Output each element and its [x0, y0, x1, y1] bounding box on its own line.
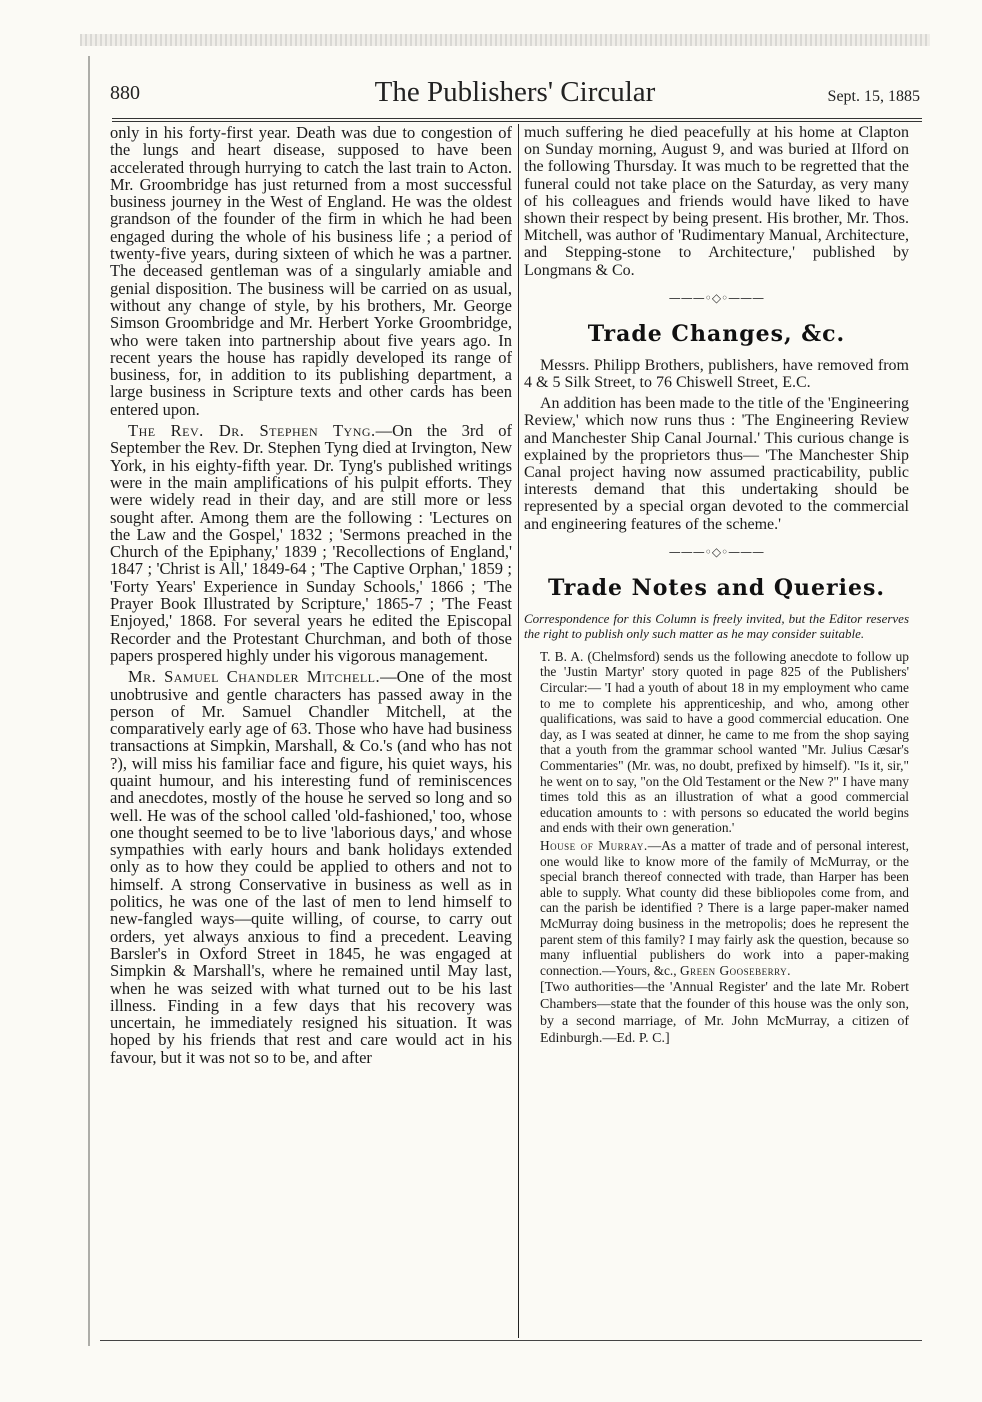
- section-ornament: ———◦◇◦———: [668, 290, 765, 305]
- tyng-text: —On the 3rd of September the Rev. Dr. Stephen Tyng died at Irvington, New York, in his eighty-fifth year. Dr. Tyng's published writings were in the main amplifications of his pulpit efforts. They were widely read in their day, and are still more or less sought after. Among them are the following : 'Lectures on the Law and the Gospel,' 1832 ; 'Sermons preached in the Church of the Epiphany,' 1839 ; 'Recollections of England,' 1847 ; 'Christ is All,' 1849-64 ; 'The Captive Orphan,' 1859 ; 'Forty Years' Experience in Sunday Schools,' 1866 ; 'The Prayer Book Illustrated by Scripture,' 1865-7 ; 'The Feast Enjoyed,' 1868. For several years he edited the Episcopal Recorder and the Protestant Churchman, and both of those papers prospered highly under his vigorous management.: [110, 421, 512, 665]
- correspondence-notice: Correspondence for this Column is freely invited, but the Editor reserves the right to publish only such matter as he may consider suitable.: [524, 610, 909, 641]
- right-column: [524, 124, 909, 1050]
- mitchell-heading: Mr. Samuel Chandler Mitchell.: [128, 667, 381, 687]
- query-text: —As a matter of trade and of personal interest, one would like to know more of the family of McMurray, or the special branch thereof connected with trade, than Harper has been able to supply. What county did these bibliopoles come from, and can the parish be identified ? There is a large paper-maker named McMurray doing business in the metropolis; does he represent the parent stem of this family? I may fairly ask the question, because so many influential publishers do work into a paper-making connection.—Yours, &c.,: [540, 837, 909, 978]
- tyng-obituary: [110, 422, 512, 664]
- left-column: [110, 124, 512, 1068]
- mitchell-obituary: [110, 668, 512, 1066]
- trade-change-item: Messrs. Philipp Brothers, publishers, have removed from 4 & 5 Silk Street, to 76 Chiswell Street, E.C.: [524, 356, 909, 392]
- column-divider: [518, 124, 519, 1338]
- editor-note: [Two authorities—the 'Annual Register' and the late Mr. Robert Chambers—state that the founder of this house was the only son, by a second marriage, of Mr. John McMurray, a citizen of Edinburgh.—Ed. P. C.]: [540, 980, 909, 1046]
- query-item: T. B. A. (Chelmsford) sends us the following anecdote to follow up the 'Justin Martyr' story quoted in page 825 of the Publishers' Circular:— 'I had a youth of about 18 in my employment who came to me to complete his apprenticeship, and who, among other qualifications, was said to have a good commercial education. One day, as I was seated at dinner, he came to me from the shop saying that a youth from the grammar school wanted "Mr. Julius Cæsar's Commentaries" (Mr. was, no doubt, prefixed by himself). "Is it, sir," he went on to say, "on the Old Testament or the New ?" I have many times told this as an illustration of what a good commercial education amounts to : with persons so educated the world begins and ends with their own generation.': [540, 648, 909, 836]
- section-ornament: ———◦◇◦———: [668, 544, 765, 559]
- binding-edge: [88, 56, 90, 1346]
- query-heading: House of Murray.: [540, 837, 648, 853]
- query-item: [524, 838, 909, 978]
- scan-edge-band: [80, 34, 930, 46]
- groombridge-obituary-end: only in his forty-first year. Death was due to congestion of the lungs and heart disease, supposed to have been accelerated through hurrying to catch the last train to Acton. Mr. Groombridge has just returned from a most successful business journey in the West of England. He was the oldest grandson of the founder of the firm in which he had been engaged during the whole of his business life ; a period of twenty-five years, during sixteen of which he was a partner. The deceased gentleman was of a singularly amiable and genial disposition. The business will be carried on as usual, without any change of style, by his brothers, Mr. George Simson Groombridge and Mr. Herbert Yorke Groombridge, who were taken into partnership about five years ago. In recent years the house has rapidly developed its range of business, for, in addition to its publishing department, a large business in Scripture texts and other cards has been entered upon.: [110, 123, 512, 419]
- header-rule-double: [112, 121, 922, 122]
- page-header: [110, 74, 920, 114]
- query-signature: Green Gooseberry.: [679, 962, 792, 978]
- mitchell-text: —One of the most unobtrusive and gentle characters has passed away in the person of Mr. Samuel Chandler Mitchell, at the comparatively early age of 63. Those who have had business transactions at Simpkin, Marshall, & Co.'s (and who has not ?), will miss his familiar face and figure, his quiet ways, his quaint humour, and his interesting fund of reminiscences and anecdotes, mostly of the house he served so long and so well. He was of the school called 'old-fashioned,' too, whose one thought seemed to be to live 'laborious days,' and whose sympathies with early hours and bank holidays extended only as to how they could be applied to others and not to himself. A strong Conservative in business as well as in politics, he was one of the last of men to lend himself to new-fangled ways—quite willing, of course, to carry out orders, yet always anxious to find a precedent. Leaving Barsler's in Oxford Street in 1845, he was engaged at Simpkin & Marshall's, where he remained until May last, when he was seized with what turned out to be his last illness. Finding in a few days that his recovery was uncertain, he immediately resigned his situation. It was hoped by his friends that rest and care would act in his favour, but it was not so to be, and after: [110, 667, 512, 1067]
- notes-queries-heading: Trade Notes and Queries.: [547, 574, 886, 601]
- footer-rule: [100, 1340, 922, 1341]
- trade-change-item: An addition has been made to the title of the 'Engineering Review,' which now runs thus : 'The Engineering Review and Manchester Ship Canal Journal.' This curious change is explained by the proprietors thus— 'The Manchester Ship Canal project having now assumed practicability, public interests demand that this undertaking should be represented by a special organ devoted to the commercial and engineering features of the scheme.': [524, 395, 909, 533]
- mitchell-obituary-end: much suffering he died peacefully at his home at Clapton on Sunday morning, August 9, and was buried at Ilford on the following Thursday. It was much to be regretted that the funeral could not take place on the Saturday, as very many of his colleagues and friends would have liked to have shown their respect by being present. His brother, Mr. Thos. Mitchell, was author of 'Rudimentary Manual, Architecture, and Stepping-stone to Architecture,' published by Longmans & Co.: [524, 124, 909, 279]
- header-rule: [112, 118, 922, 119]
- page-title: The Publishers' Circular: [374, 76, 656, 108]
- tyng-heading: The Rev. Dr. Stephen Tyng.: [128, 421, 376, 441]
- issue-date: Sept. 15, 1885: [827, 88, 920, 105]
- trade-changes-heading: Trade Changes, &c.: [587, 320, 846, 347]
- page-number: 880: [110, 82, 140, 104]
